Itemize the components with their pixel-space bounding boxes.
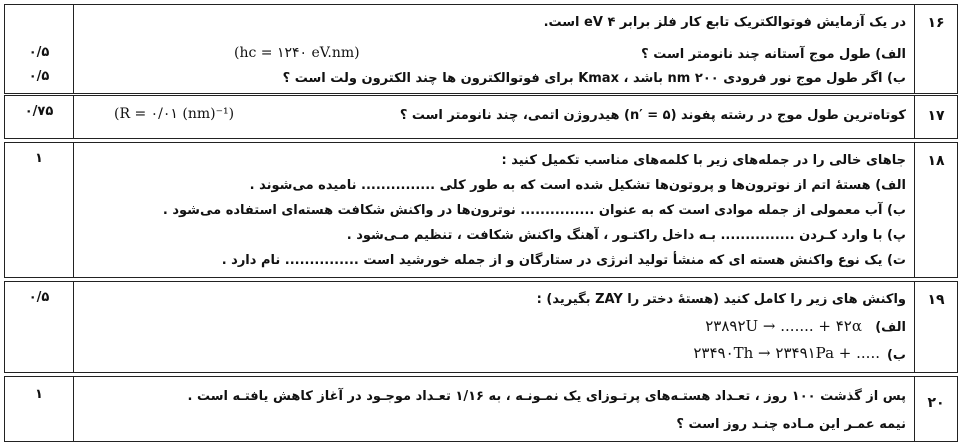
score-cell (5, 377, 74, 441)
question-text-cell (74, 143, 914, 277)
question-number-cell (914, 282, 957, 372)
question-text-cell (74, 96, 914, 138)
question-16-row (4, 4, 958, 94)
score: ۰/۵ (28, 290, 50, 305)
blank-item: پ) با وارد کـردن ............... بـه داخل راکتـور ، آهنگ واکنش شکافت ، تنظیم مـی‌شود . (346, 228, 906, 243)
question-number: ۱۹ (927, 292, 945, 308)
question-17-row (4, 95, 958, 139)
question-part-b: ب) اگر طول موج نور فرودی ۲۰۰ nm باشد ، Kmax برای فوتوالکترون ها چند الکترون ولت است ؟ (282, 71, 906, 86)
blank-item: الف) هستهٔ اتم از نوترون‌ها و پروتون‌ها تشکیل شده است که به طور کلی ............... نامیده می‌شوند . (249, 178, 906, 193)
part-a-label: الف) (875, 320, 906, 335)
question-number-cell (914, 96, 957, 138)
question-text-cell (74, 377, 914, 441)
hc-formula: (hc = ۱۲۴۰ eV.nm) (234, 45, 360, 61)
question-number: ۱۷ (927, 108, 945, 124)
score-cell (5, 282, 74, 372)
rydberg-formula: (R = ۰/۰۱ (nm)⁻¹) (114, 106, 235, 122)
equation-a: ۲۳۸۹۲U → ....... + ۴۲α (705, 317, 862, 335)
score: ۰/۷۵ (24, 104, 54, 119)
question-number: ۲۰ (927, 395, 945, 411)
question-intro: واکنش های زیر را کامل کنید (هستهٔ دختر را ZAY بگیرید) : (536, 292, 906, 307)
question-number: ۱۶ (927, 15, 945, 31)
score-cell (5, 5, 74, 93)
question-text-cell (74, 5, 914, 93)
question-number: ۱۸ (927, 153, 945, 169)
question-20-row (4, 376, 958, 442)
score-a: ۰/۵ (28, 45, 50, 60)
question-18-row (4, 142, 958, 278)
score: ۱ (35, 151, 43, 166)
question-text-line: کوتاه‌ترین طول موج در رشته پفوند (n′ = ۵) هیدروژن اتمی، چند نانومتر است ؟ (399, 108, 906, 123)
score: ۱ (35, 387, 43, 402)
question-number-cell (914, 5, 957, 93)
blank-item: ت) یک نوع واکنش هسته ای که منشأ تولید انرژی در ستارگان و از جمله خورشید است ............... نام دارد . (221, 253, 906, 268)
question-text-line: در یک آزمایش فوتوالکتریک تابع کار فلز برابر ۴ eV است. (543, 15, 906, 30)
part-b-label: ب) (886, 348, 906, 363)
score-b: ۰/۵ (28, 69, 50, 84)
question-intro: جاهای خالی را در جمله‌های زیر با کلمه‌های مناسب تکمیل کنید : (501, 153, 906, 168)
question-number-cell (914, 377, 957, 441)
question-number-cell (914, 143, 957, 277)
score-cell (5, 96, 74, 138)
question-19-row (4, 281, 958, 373)
question-text-line: پس از گذشت ۱۰۰ روز ، تعـداد هستـه‌های پرتـوزای یک نمـونـه ، به ۱/۱۶ تعـداد موجـود در آغاز کاهش یافتـه است . (187, 389, 906, 404)
blank-item: ب) آب معمولی از جمله موادی است که به عنوان ............... نوترون‌ها در واکنش شکافت هسته‌ای استفاده می‌شود . (162, 203, 906, 218)
score-cell (5, 143, 74, 277)
question-text-cell (74, 282, 914, 372)
question-text-line: نیمه عمـر این مـاده چنـد روز است ؟ (676, 417, 906, 432)
question-part-a: الف) طول موج آستانه چند نانومتر است ؟ (641, 47, 906, 62)
equation-b: ۲۳۴۹۰Th → ۲۳۴۹۱Pa + ..... (693, 344, 880, 362)
